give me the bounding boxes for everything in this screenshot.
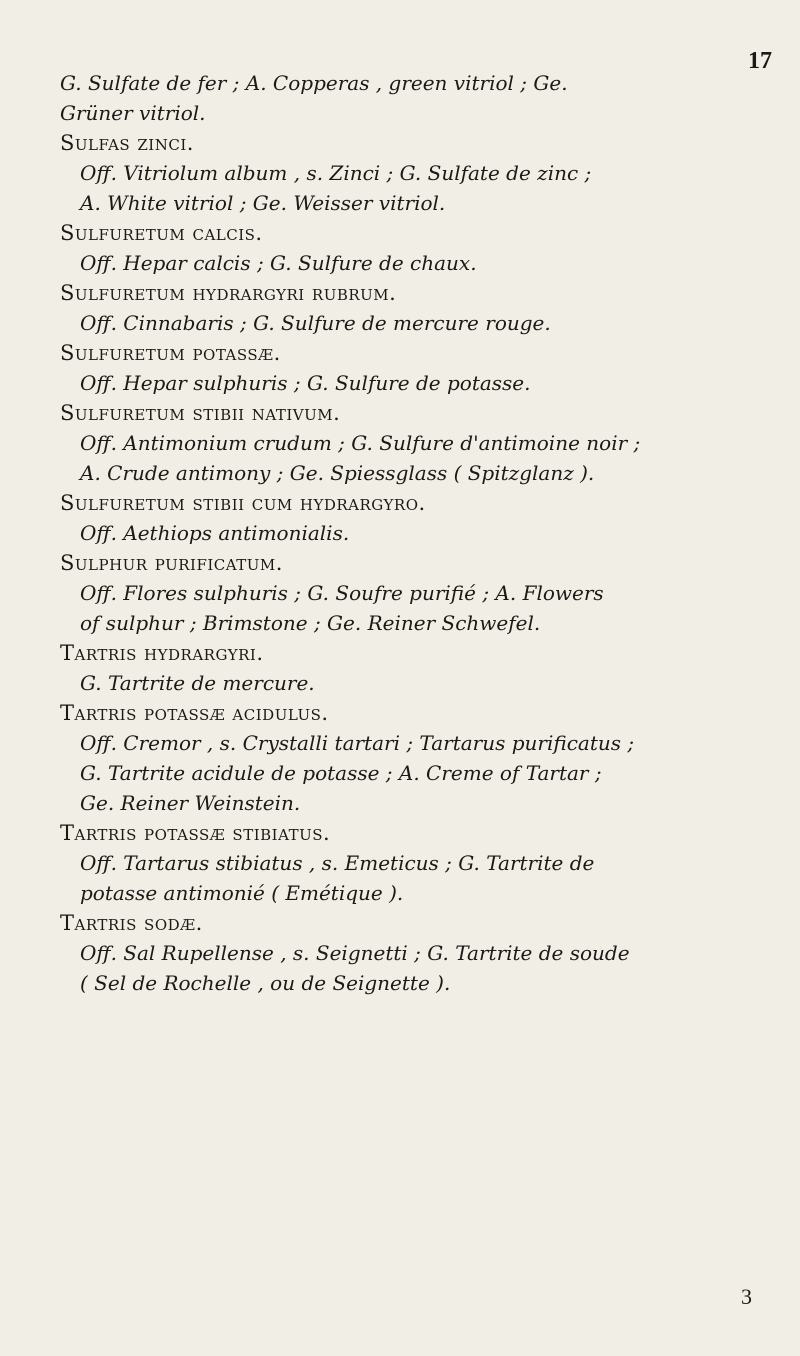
entry [60,128,780,218]
entry-line: of sulphur ; Brimstone ; Ge. Reiner Schwefel. [80,611,541,635]
entry [60,548,780,638]
signature-mark: 3 [741,1284,752,1309]
entry-heading: Tartris potassæ stibiatus. [60,821,331,845]
entry-line: Off. Flores sulphuris ; G. Soufre purifié ; A. Flowers [80,581,604,605]
entry [60,398,780,488]
entry-heading: Sulfuretum calcis. [60,221,263,245]
entry-line: A. White vitriol ; Ge. Weisser vitriol. [80,191,446,215]
entry-line: Off. Aethiops antimonialis. [80,521,350,545]
entry-line: Off. Antimonium crudum ; G. Sulfure d'antimoine noir ; [80,431,641,455]
entry-line: Grüner vitriol. [60,101,206,125]
entry [60,698,780,818]
entry-line: G. Tartrite de mercure. [80,671,315,695]
entry [60,908,780,998]
entry-line: Off. Sal Rupellense , s. Seignetti ; G. Tartrite de soude [80,941,630,965]
entry [60,338,780,398]
entry-line: Off. Cremor , s. Crystalli tartari ; Tartarus purificatus ; [80,731,635,755]
entry [60,488,780,548]
entry [60,218,780,278]
entry-line: G. Tartrite acidule de potasse ; A. Creme of Tartar ; [80,761,602,785]
entry-line: G. Sulfate de fer ; A. Copperas , green vitriol ; Ge. [60,71,568,95]
entry-heading: Sulfuretum hydrargyri rubrum. [60,281,397,305]
entry-line: ( Sel de Rochelle , ou de Seignette ). [80,971,451,995]
entry [60,278,780,338]
page-number: 17 [748,48,772,74]
entry-line: Ge. Reiner Weinstein. [80,791,301,815]
entry-heading: Sulfuretum potassæ. [60,341,281,365]
entry [60,818,780,908]
entry-line: A. Crude antimony ; Ge. Spiessglass ( Spitzglanz ). [80,461,595,485]
entry-heading: Tartris sodæ. [60,911,203,935]
entry-line: Off. Hepar sulphuris ; G. Sulfure de potasse. [80,371,531,395]
entry-line: Off. Vitriolum album , s. Zinci ; G. Sulfate de zinc ; [80,161,592,185]
entry-heading: Sulfas zinci. [60,131,194,155]
entry-heading: Tartris potassæ acidulus. [60,701,329,725]
entry-heading: Tartris hydrargyri. [60,641,264,665]
entry-line: potasse antimonié ( Emétique ). [80,881,404,905]
entry-heading: Sulphur purificatum. [60,551,283,575]
entry-line: Off. Cinnabaris ; G. Sulfure de mercure rouge. [80,311,551,335]
entry-line: Off. Tartarus stibiatus , s. Emeticus ; G. Tartrite de [80,851,595,875]
entry [60,638,780,698]
entry-line: Off. Hepar calcis ; G. Sulfure de chaux. [80,251,477,275]
entry-heading: Sulfuretum stibii nativum. [60,401,341,425]
entry-list [60,68,780,998]
entry [60,68,780,128]
entry-heading: Sulfuretum stibii cum hydrargyro. [60,491,426,515]
